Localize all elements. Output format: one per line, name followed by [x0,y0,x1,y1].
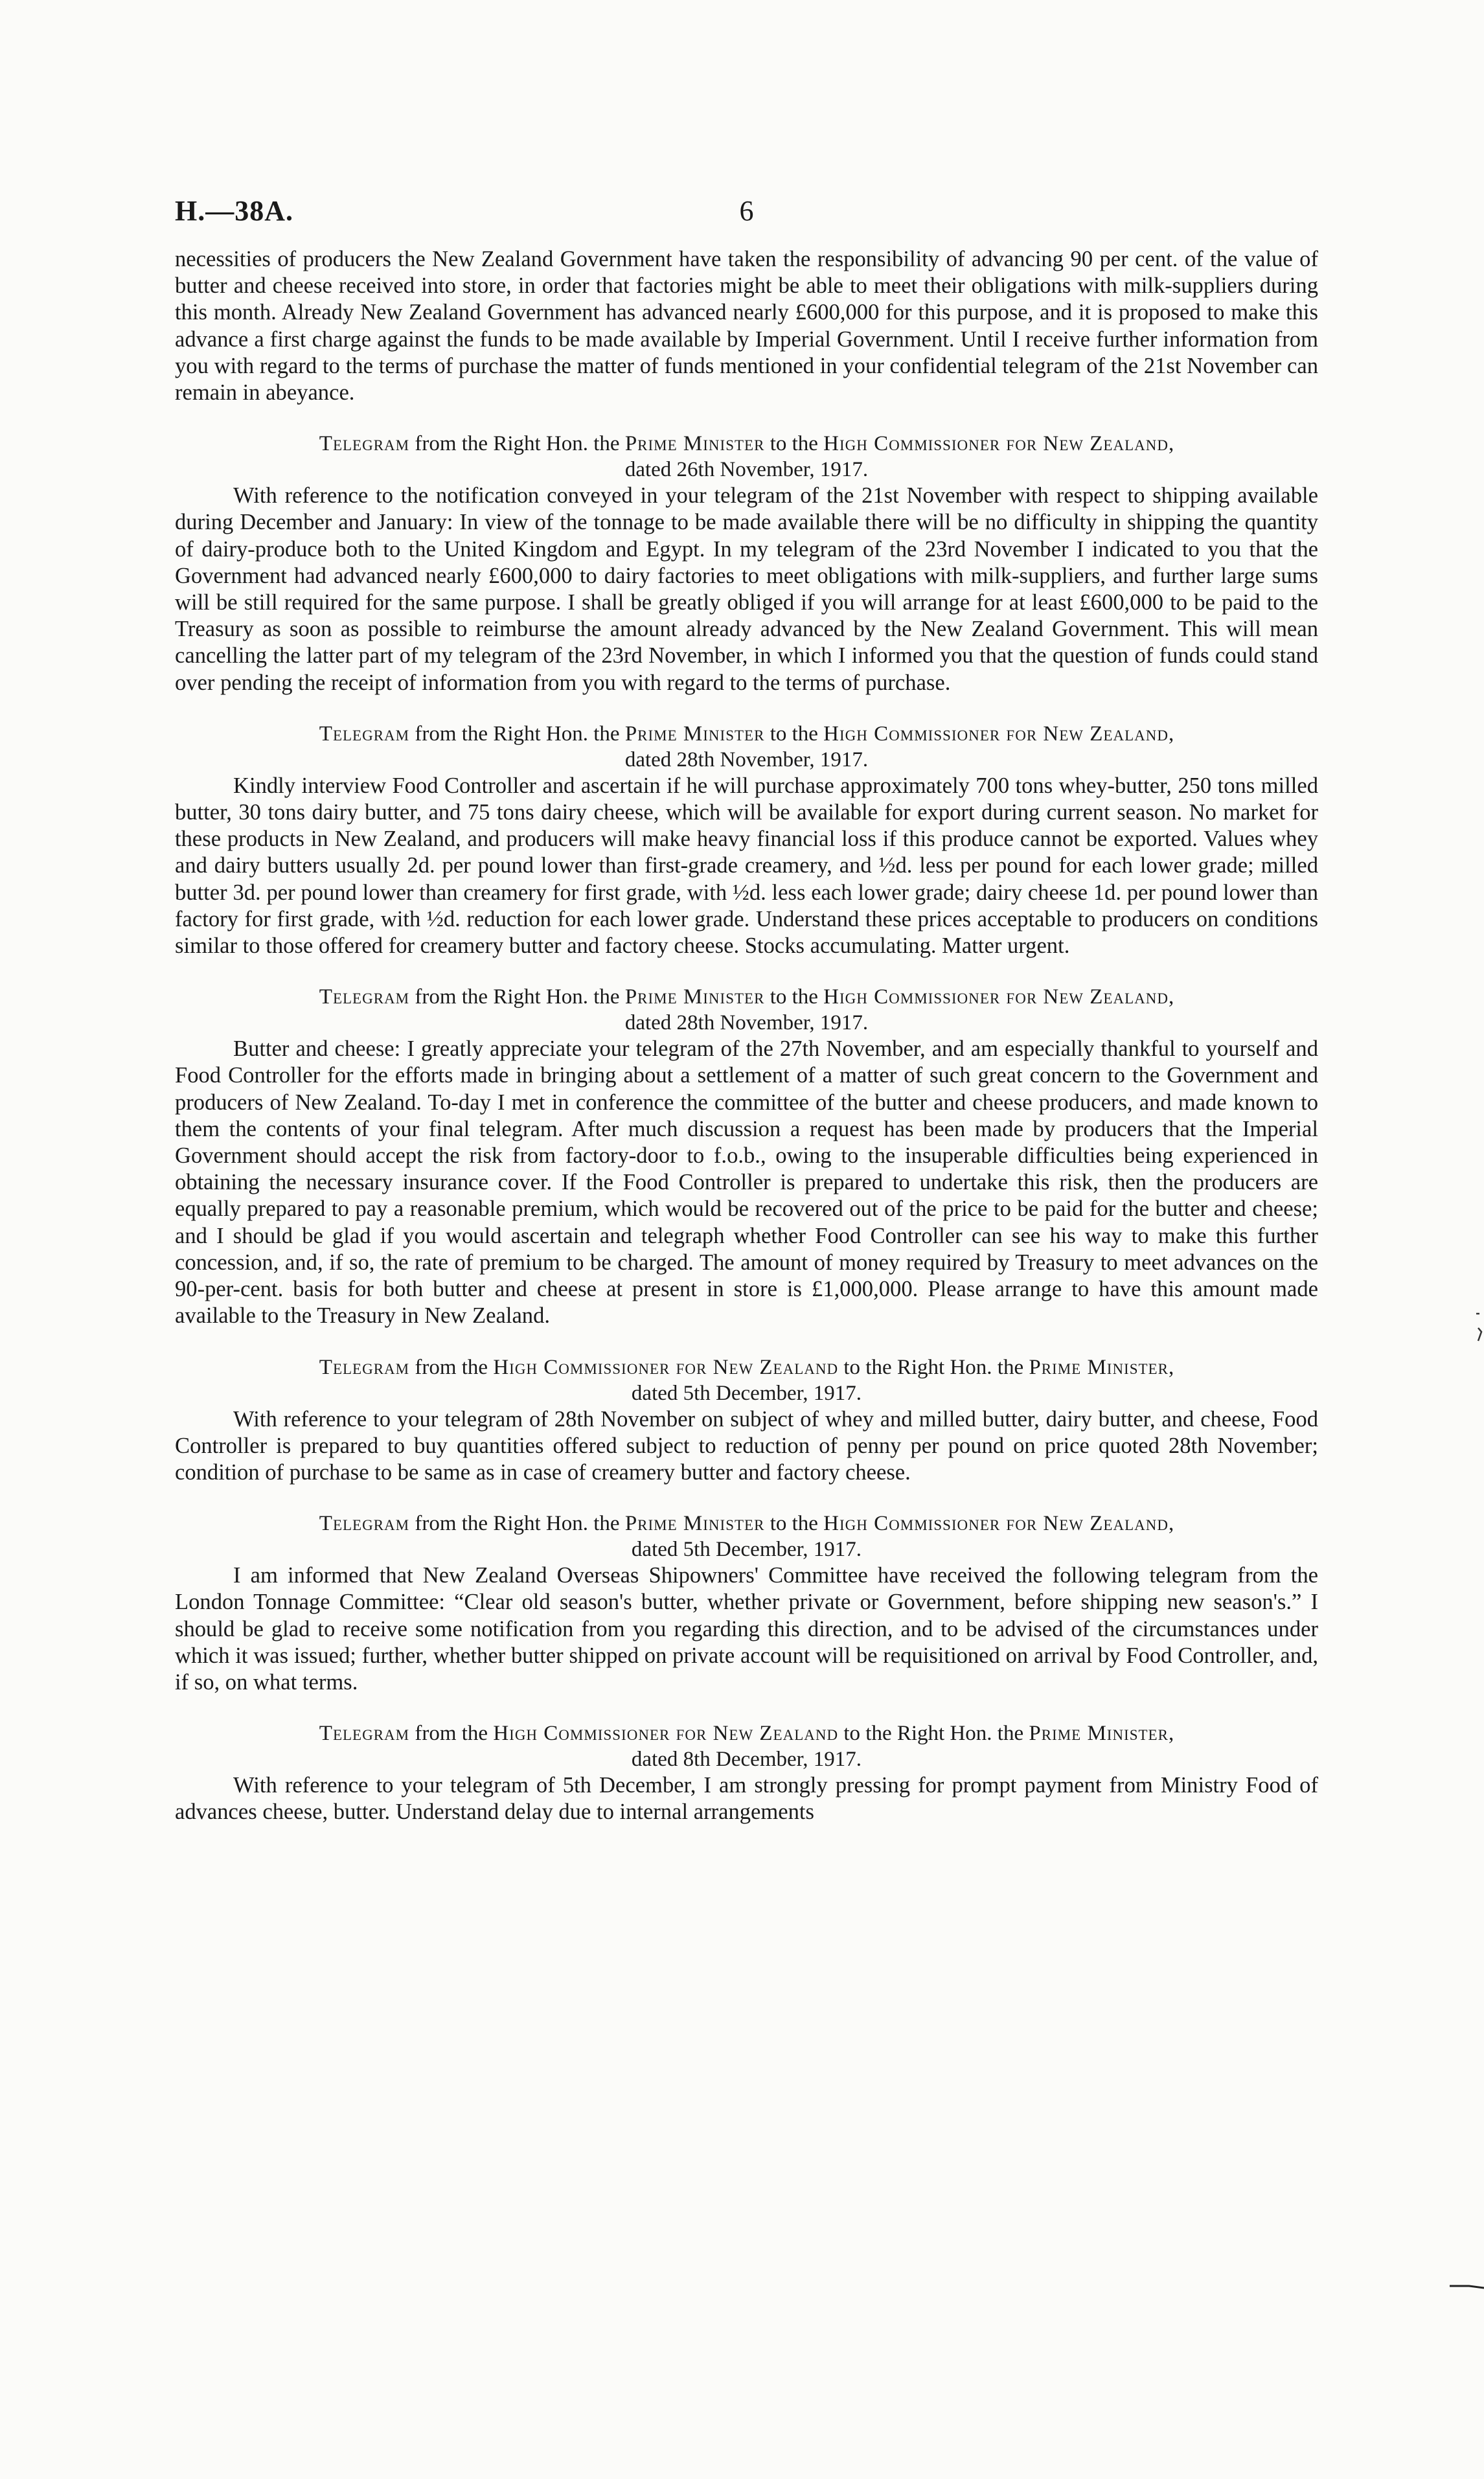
telegram-heading: Telegram from the Right Hon. the Prime Minister to the High Commissioner for New Zealand, [319,432,1174,456]
telegram-body: Kindly interview Food Controller and ascertain if he will purchase approximately 700 tons whey-butter, 250 tons milled butter, 30 tons dairy butter, and 75 tons dairy cheese, which will be available for export during current season. No market for these products in New Zealand, and producers will make heavy financial loss if this produce cannot be exported. Values whey and dairy butters usually 2d. per pound lower than first-grade creamery, and ½d. less per pound for each lower grade; milled butter 3d. per pound lower than creamery for first grade, with ½d. less each lower grade; dairy cheese 1d. per pound lower than factory for first grade, with ½d. reduction for each lower grade. Understand these prices acceptable to producers on conditions similar to those offered for creamery butter and factory cheese. Stocks accumulating. Matter urgent. [175,773,1318,959]
telegram-body: Butter and cheese: I greatly appreciate your telegram of the 27th November, and am especially thankful to yourself and Food Controller for the efforts made in bringing about a settlement of a matter of such great concern to the Government and producers of New Zealand. To-day I met in conference the committee of the butter and cheese producers, and made known to them the contents of your final telegram. After much discussion a request has been made by producers that the Imperial Government should accept the risk from factory-door to f.o.b., owing to the insuperable difficulties being experienced in obtaining the necessary insurance cover. If the Food Controller is prepared to undertake this risk, then the producers are equally prepared to pay a reasonable premium, which would be recovered out of the price to be paid for the butter and cheese; and I should be glad if you would ascertain and telegraph whether Food Controller can see his way to make this further concession, and, if so, the rate of premium to be charged. The amount of money required by Treasury to meet advances on the 90-per-cent. basis for both butter and cheese at present in store is £1,000,000. Please arrange to have this amount made available to the Treasury in New Zealand. [175,1036,1318,1329]
telegram-section [175,721,1318,959]
telegram-body: With reference to your telegram of 28th November on subject of whey and milled butter, dairy butter, and cheese, Food Controller is prepared to buy quantities offered subject to reduction of penny per pound on price quoted 28th November; condition of purchase to be same as in case of creamery butter and factory cheese. [175,1406,1318,1485]
telegram-heading: Telegram from the High Commissioner for New Zealand to the Right Hon. the Prime Minister, [319,1355,1174,1379]
telegram-date: dated 5th December, 1917. [631,1381,862,1405]
telegram-date: dated 28th November, 1917. [624,748,869,771]
telegram-body: I am informed that New Zealand Overseas Shipowners' Committee have received the following telegram from the London Tonnage Committee: “Clear old season's butter, whether private or Government, before shipping new season's.” I should be glad to receive some notification from you regarding this direction, and to be advised of the circumstances under which it was issued; further, whether butter shipped on private account will be requisitioned on arrival by Food Controller, and, if so, on what terms. [175,1563,1318,1695]
telegram-section [175,1720,1318,1825]
telegram-date: dated 26th November, 1917. [624,458,869,482]
telegram-section [175,1511,1318,1696]
telegram-date: dated 5th December, 1917. [631,1538,862,1562]
telegram-date: dated 8th December, 1917. [631,1748,862,1772]
document-code: H.—38A. [175,195,293,227]
telegram-section [175,1354,1318,1487]
margin-scan-dash [1450,2284,1484,2289]
telegram-heading: Telegram from the Right Hon. the Prime Minister to the High Commissioner for New Zealand, [319,985,1174,1009]
telegram-heading: Telegram from the Right Hon. the Prime Minister to the High Commissioner for New Zealand, [319,722,1174,746]
telegram-body: With reference to the notification conveyed in your telegram of the 21st November with respect to shipping available during December and January: In view of the tonnage to be made available there will be no difficulty in shipping the quantity of dairy-produce both to the United Kingdom and Egypt. In my telegram of the 23rd November I indicated to you that the Government had advanced nearly £600,000 to dairy factories to meet obligations with milk-suppliers, and further large sums will be still required for the same purpose. I shall be greatly obliged if you will arrange for at least £600,000 to be paid to the Treasury as soon as possible to reimburse the amount already advanced by the New Zealand Government. This will mean cancelling the latter part of my telegram of the 23rd November, in which I informed you that the question of funds could stand over pending the receipt of information from you with regard to the terms of purchase. [175,483,1318,695]
page-header [175,194,1318,246]
page-number: 6 [739,195,754,227]
document-page [175,194,1318,1826]
telegram-date: dated 28th November, 1917. [624,1011,869,1035]
margin-scan-mark [1474,1311,1483,1347]
opening-paragraph: necessities of producers the New Zealand Government have taken the responsibility of advancing 90 per cent. of the value of butter and cheese received into store, in order that factories might be able to meet their obligations with milk-suppliers during this month. Already New Zealand Government has advanced nearly £600,000 for this purpose, and it is proposed to make this advance a first charge against the funds to be made available by Imperial Government. Until I receive further information from you with regard to the terms of purchase the matter of funds mentioned in your confidential telegram of the 21st November can remain in abeyance. [175,247,1318,406]
telegram-section [175,431,1318,696]
telegram-heading: Telegram from the Right Hon. the Prime Minister to the High Commissioner for New Zealand, [319,1512,1174,1536]
telegram-heading: Telegram from the High Commissioner for New Zealand to the Right Hon. the Prime Minister, [319,1722,1174,1746]
telegram-body: With reference to your telegram of 5th December, I am strongly pressing for prompt payment from Ministry Food of advances cheese, butter. Understand delay due to internal arrangements [175,1773,1318,1825]
telegram-section [175,984,1318,1329]
